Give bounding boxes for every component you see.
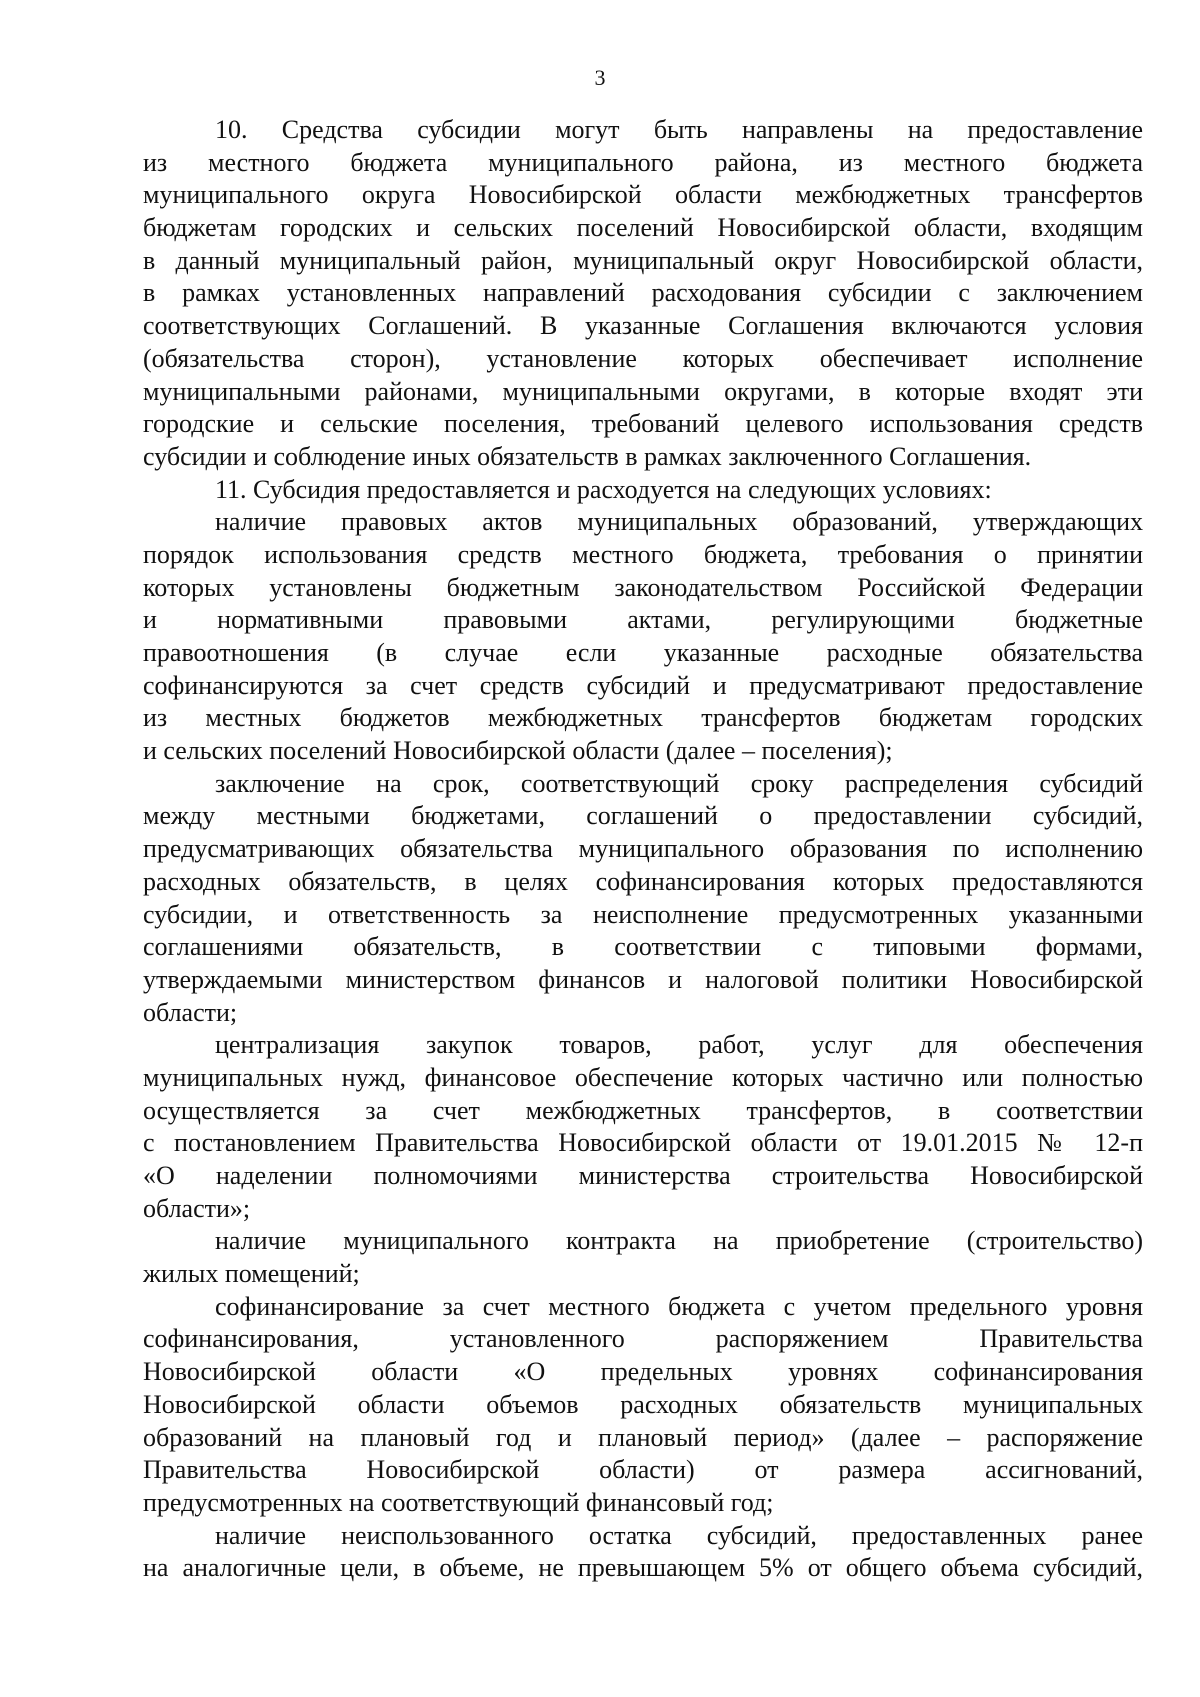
text-line: порядок использования средств местного бюджета, требования о принятии (143, 539, 1143, 569)
text-line: между местными бюджетами, соглашений о предоставлении субсидий, (143, 801, 1143, 831)
text-line: в данный муниципальный район, муниципальный округ Новосибирской области, (143, 245, 1143, 275)
text-line: и нормативными правовыми актами, регулирующими бюджетные (143, 605, 1143, 635)
text-line: бюджетам городских и сельских поселений Новосибирской области, входящим (143, 213, 1143, 243)
text-line: предусмотренных на соответствующий финансовый год; (143, 1487, 774, 1517)
text-line: жилых помещений; (143, 1259, 360, 1289)
page-number: 3 (594, 65, 606, 90)
text-line: наличие неиспользованного остатка субсидий, предоставленных ранее (215, 1520, 1143, 1550)
text-line: расходных обязательств, в целях софинансирования которых предоставляются (143, 866, 1143, 896)
text-line: софинансируются за счет средств субсидий и предусматривают предоставление (143, 670, 1143, 700)
text-line: софинансирования, установленного распоряжением Правительства (143, 1324, 1143, 1354)
text-line: Новосибирской области «О предельных уровнях софинансирования (143, 1357, 1143, 1387)
text-line: наличие правовых актов муниципальных образований, утверждающих (215, 507, 1143, 537)
text-line: образований на плановый год и плановый период» (далее – распоряжение (143, 1422, 1143, 1452)
text-line: наличие муниципального контракта на приобретение (строительство) (215, 1226, 1143, 1256)
text-line: из местного бюджета муниципального района, из местного бюджета (143, 147, 1143, 177)
text-line: и сельских поселений Новосибирской области (далее – поселения); (143, 736, 893, 766)
text-line: городские и сельские поселения, требований целевого использования средств (143, 409, 1143, 439)
text-line: централизация закупок товаров, работ, услуг для обеспечения (215, 1030, 1143, 1060)
text-line: правоотношения (в случае если указанные расходные обязательства (143, 638, 1143, 667)
text-line: заключение на срок, соответствующий сроку распределения субсидий (215, 768, 1143, 798)
text-line: Правительства Новосибирской области) от размера ассигнований, (143, 1455, 1143, 1485)
text-line: которых установлены бюджетным законодательством Российской Федерации (143, 572, 1143, 602)
text-line: с постановлением Правительства Новосибирской области от 19.01.2015 № 12-п (143, 1128, 1143, 1158)
text-line: в рамках установленных направлений расходования субсидии с заключением (143, 278, 1143, 308)
text-line: Новосибирской области объемов расходных обязательств муниципальных (143, 1389, 1143, 1419)
text-line: предусматривающих обязательства муниципального образования по исполнению (143, 834, 1143, 864)
text-line: 11. Субсидия предоставляется и расходуется на следующих условиях: (215, 474, 992, 504)
text-line: области; (143, 997, 238, 1027)
text-line: осуществляется за счет межбюджетных трансфертов, в соответствии (143, 1095, 1143, 1125)
text-line: «О наделении полномочиями министерства строительства Новосибирской (143, 1161, 1143, 1190)
text-line: муниципальными районами, муниципальными округами, в которые входят эти (143, 376, 1143, 406)
text-line: 10. Средства субсидии могут быть направлены на предоставление (215, 115, 1143, 144)
text-line: муниципального округа Новосибирской области межбюджетных трансфертов (143, 180, 1143, 210)
text-line: муниципальных нужд, финансовое обеспечение которых частично или полностью (143, 1062, 1143, 1092)
text-line: утверждаемыми министерством финансов и налоговой политики Новосибирской (143, 964, 1143, 994)
text-line: субсидии, и ответственность за неисполнение предусмотренных указанными (143, 899, 1143, 929)
text-line: субсидии и соблюдение иных обязательств в рамках заключенного Соглашения. (143, 441, 1032, 471)
text-line: области»; (143, 1193, 251, 1223)
text-line: соглашениями обязательств, в соответствии с типовыми формами, (143, 932, 1143, 962)
document-body (143, 114, 1143, 1585)
text-line: на аналогичные цели, в объеме, не превышающем 5% от общего объема субсидий, (143, 1553, 1143, 1583)
text-line: (обязательства сторон), установление которых обеспечивает исполнение (143, 343, 1143, 373)
text-line: из местных бюджетов межбюджетных трансфертов бюджетам городских (143, 703, 1143, 733)
text-line: соответствующих Соглашений. В указанные Соглашения включаются условия (143, 311, 1143, 341)
text-line: софинансирование за счет местного бюджета с учетом предельного уровня (215, 1291, 1143, 1321)
